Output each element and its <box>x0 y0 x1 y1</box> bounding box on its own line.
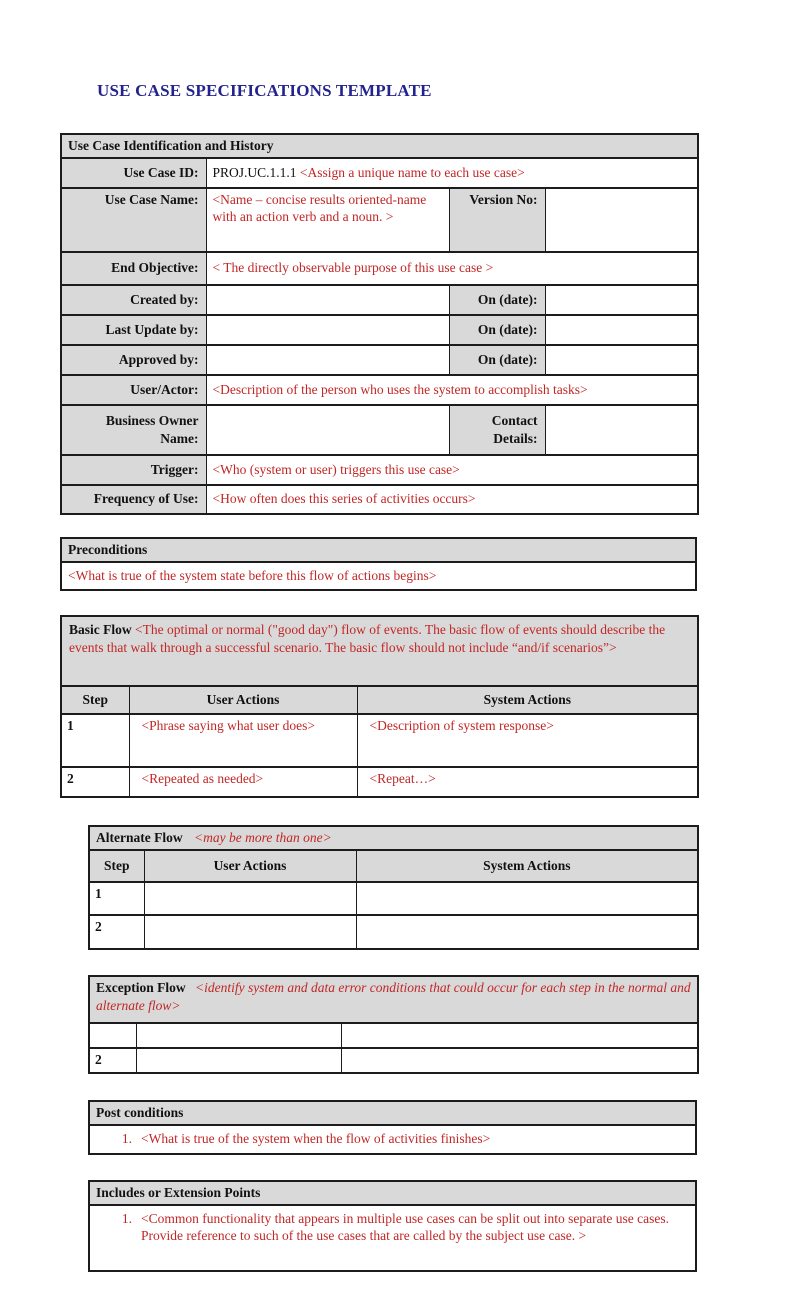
table-row <box>61 405 698 455</box>
exception-flow-system-action <box>341 1048 698 1073</box>
table-row <box>61 616 698 686</box>
contact-details-value <box>545 405 698 455</box>
last-update-by-value <box>206 315 449 345</box>
table-row <box>61 562 696 590</box>
table-row <box>89 1181 696 1205</box>
alternate-flow-system-action <box>356 915 698 949</box>
post-conditions-header: Post conditions <box>89 1101 696 1125</box>
alternate-flow-col-system-actions: System Actions <box>356 850 698 882</box>
exception-flow-step <box>89 1023 136 1048</box>
alternate-flow-note: <may be more than one> <box>193 830 332 845</box>
business-owner-label: Business Owner Name: <box>61 405 206 455</box>
table-row <box>89 1048 698 1073</box>
table-row <box>61 686 698 714</box>
table-row <box>61 345 698 375</box>
alternate-flow-col-step: Step <box>89 850 144 882</box>
table-row <box>61 252 698 285</box>
basic-flow-description-cell <box>61 616 698 686</box>
preconditions-header: Preconditions <box>61 538 696 562</box>
identification-table <box>60 133 699 515</box>
end-objective-label: End Objective: <box>61 252 206 285</box>
exception-flow-system-action <box>341 1023 698 1048</box>
table-row <box>61 714 698 767</box>
use-case-name-value: <Name – concise results oriented-name with an action verb and a noun. > <box>206 188 449 252</box>
basic-flow-step: 1 <box>61 714 129 767</box>
table-row <box>61 375 698 405</box>
post-conditions-item-number: 1. <box>121 1131 132 1147</box>
frequency-of-use-label: Frequency of Use: <box>61 485 206 514</box>
created-on-label: On (date): <box>449 285 545 315</box>
created-by-label: Created by: <box>61 285 206 315</box>
basic-flow-step: 2 <box>61 767 129 797</box>
includes-item <box>89 1205 696 1271</box>
basic-flow-system-action: <Repeat…> <box>357 767 698 797</box>
basic-flow-title: Basic Flow <box>69 622 132 637</box>
contact-details-label: Contact Details: <box>449 405 545 455</box>
basic-flow-col-user-actions: User Actions <box>129 686 357 714</box>
approved-on-label: On (date): <box>449 345 545 375</box>
preconditions-table <box>60 537 697 591</box>
exception-flow-title: Exception Flow <box>96 980 186 995</box>
table-row <box>89 826 698 850</box>
basic-flow-col-step: Step <box>61 686 129 714</box>
exception-flow-header-cell <box>89 976 698 1023</box>
preconditions-value: <What is true of the system state before this flow of actions begins> <box>61 562 696 590</box>
use-case-id-text: PROJ.UC.1.1.1 <box>212 164 300 180</box>
includes-item-number: 1. <box>121 1210 132 1226</box>
post-conditions-item <box>89 1125 696 1154</box>
table-row <box>61 188 698 252</box>
created-on-value <box>545 285 698 315</box>
exception-flow-note: <identify system and data error conditions that could occur for each step in the normal and alternate flow> <box>96 980 691 1013</box>
table-row <box>61 285 698 315</box>
user-actor-label: User/Actor: <box>61 375 206 405</box>
table-row <box>89 1205 696 1271</box>
last-update-on-value <box>545 315 698 345</box>
table-row <box>89 1101 696 1125</box>
use-case-id-value <box>206 158 698 188</box>
approved-on-value <box>545 345 698 375</box>
basic-flow-table <box>60 615 699 798</box>
includes-header: Includes or Extension Points <box>89 1181 696 1205</box>
includes-item-text: <Common functionality that appears in multiple use cases can be split out into separate use cases. Provide reference to such of the use cases that are called by the subject use case. > <box>141 1210 669 1244</box>
end-objective-value: < The directly observable purpose of this use case > <box>206 252 698 285</box>
basic-flow-user-action: <Phrase saying what user does> <box>129 714 357 767</box>
alternate-flow-system-action <box>356 882 698 915</box>
basic-flow-user-action: <Repeated as needed> <box>129 767 357 797</box>
trigger-value: <Who (system or user) triggers this use case> <box>206 455 698 485</box>
alternate-flow-header-cell <box>89 826 698 850</box>
alternate-flow-title: Alternate Flow <box>96 830 183 845</box>
use-case-name-label: Use Case Name: <box>61 188 206 252</box>
table-row <box>61 485 698 514</box>
alternate-flow-step: 1 <box>89 882 144 915</box>
includes-table <box>88 1180 697 1272</box>
last-update-by-label: Last Update by: <box>61 315 206 345</box>
table-row <box>89 1125 696 1154</box>
page-title: USE CASE SPECIFICATIONS TEMPLATE <box>97 81 432 100</box>
user-actor-value: <Description of the person who uses the system to accomplish tasks> <box>206 375 698 405</box>
table-row <box>61 315 698 345</box>
last-update-on-label: On (date): <box>449 315 545 345</box>
approved-by-label: Approved by: <box>61 345 206 375</box>
exception-flow-user-action <box>136 1023 341 1048</box>
table-row <box>89 1023 698 1048</box>
basic-flow-col-system-actions: System Actions <box>357 686 698 714</box>
alternate-flow-step: 2 <box>89 915 144 949</box>
basic-flow-description: <The optimal or normal ("good day") flow of events. The basic flow of events should describe the events that walk through a successful scenario. The basic flow should not include “and/if scenarios”> <box>69 622 666 655</box>
created-by-value <box>206 285 449 315</box>
exception-flow-table <box>88 975 699 1074</box>
version-no-label: Version No: <box>449 188 545 252</box>
exception-flow-step: 2 <box>89 1048 136 1073</box>
table-row <box>61 455 698 485</box>
basic-flow-system-action: <Description of system response> <box>357 714 698 767</box>
alternate-flow-user-action <box>144 882 356 915</box>
exception-flow-user-action <box>136 1048 341 1073</box>
frequency-of-use-value: <How often does this series of activities occurs> <box>206 485 698 514</box>
table-row <box>89 976 698 1023</box>
post-conditions-item-text: <What is true of the system when the flow of activities finishes> <box>141 1131 491 1147</box>
alternate-flow-col-user-actions: User Actions <box>144 850 356 882</box>
use-case-id-label: Use Case ID: <box>61 158 206 188</box>
table-row <box>89 882 698 915</box>
trigger-label: Trigger: <box>61 455 206 485</box>
post-conditions-table <box>88 1100 697 1155</box>
table-row <box>61 134 698 158</box>
alternate-flow-table <box>88 825 699 950</box>
table-row <box>89 850 698 882</box>
use-case-id-placeholder: <Assign a unique name to each use case> <box>299 164 525 180</box>
version-no-value <box>545 188 698 252</box>
approved-by-value <box>206 345 449 375</box>
identification-header: Use Case Identification and History <box>61 134 698 158</box>
table-row <box>61 767 698 797</box>
table-row <box>61 158 698 188</box>
table-row <box>89 915 698 949</box>
business-owner-value <box>206 405 449 455</box>
alternate-flow-user-action <box>144 915 356 949</box>
table-row <box>61 538 696 562</box>
